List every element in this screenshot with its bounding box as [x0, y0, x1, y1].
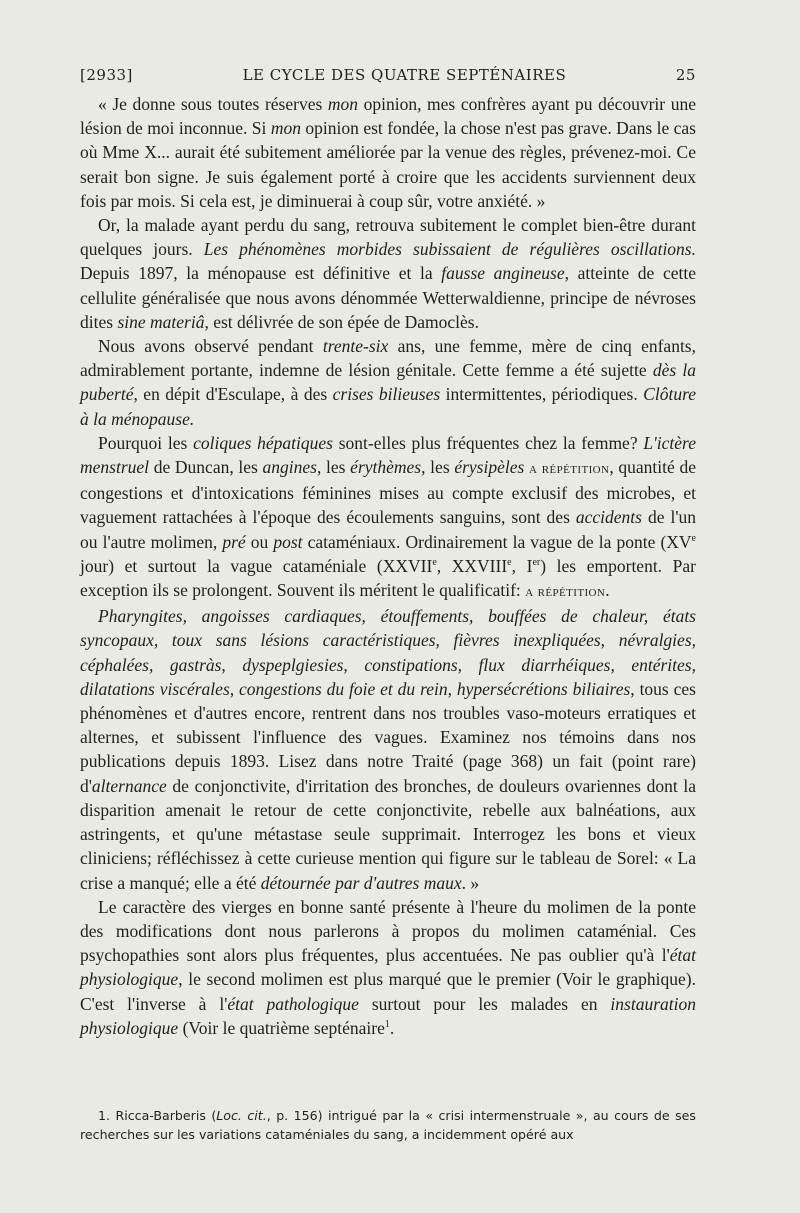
footnote-marker: 1 — [384, 1018, 390, 1030]
text-run: , XXVIII — [436, 555, 508, 576]
italic-run: Les phénomènes morbides subissaient de régulières oscillations. — [203, 239, 696, 260]
superscript: e — [507, 557, 512, 569]
italic-run: état pathologique — [227, 993, 359, 1014]
page-reference: [2933] — [80, 66, 133, 84]
paragraph-2 — [80, 213, 696, 334]
text-run: (Voir le quatrième septénaire — [178, 1017, 385, 1038]
italic-run: érythèmes — [350, 457, 422, 478]
italic-run: dès la puberté — [80, 360, 696, 405]
small-caps-run: a répétition — [525, 584, 606, 601]
text-run: cataméniaux. Ordinairement la vague de la ponte (XV — [302, 531, 692, 552]
text-run: de Duncan, les — [149, 457, 263, 478]
superscript: er — [532, 557, 541, 569]
footnote-1 — [80, 1106, 696, 1144]
page-number: 25 — [675, 66, 696, 84]
text-run: Pourquoi les — [98, 432, 194, 453]
italic-run: détournée par d'autres maux — [260, 872, 462, 893]
text-run: Nous avons observé pendant — [98, 336, 323, 357]
text-run: , I — [511, 555, 533, 576]
text-run: de l'un ou l'autre molimen, — [80, 507, 696, 552]
text-run: , atteinte de cette cellulite généralisée que nous avons dénommée Wetterwaldienne, principe de névroses dites — [80, 263, 696, 332]
italic-run: pré — [222, 531, 246, 552]
italic-run: érysipèles — [454, 457, 525, 478]
running-header — [80, 66, 696, 84]
superscript: e — [691, 532, 696, 544]
italic-run: mon — [327, 94, 359, 114]
text-run: , les — [421, 457, 455, 478]
italic-run: post — [273, 531, 303, 552]
text-run: , le second molimen est plus marqué que le premier (Voir le graphique). C'est l'inverse à l' — [80, 969, 696, 1014]
italic-run: Clôture à la ménopause. — [80, 384, 696, 429]
italic-run: état physiologique — [80, 945, 696, 990]
text-run: sont-elles plus fréquentes chez la femme? — [332, 432, 644, 453]
text-run: . » — [461, 872, 480, 893]
text-run: ou — [245, 531, 274, 552]
text-run: , quantité de congestions et d'intoxications féminines mises au compte exclusif des microbes, et vaguement rattachées à l'époque des écoulements sanguins, sont des — [80, 457, 696, 528]
italic-run: trente-six — [322, 336, 389, 357]
italic-run: L'ictère menstruel — [80, 432, 696, 478]
italic-run: angines — [262, 457, 317, 478]
text-run: , tous ces phénomènes et d'autres encore, rentrent dans nos troubles vaso-moteurs erratiques et alternes, et subissent l'influence des vagues. Examinez nos témoins dans nos publications depuis 1893. Lisez dans notre Traité (page 368) un fait (point rare) d' — [80, 678, 696, 796]
text-run: « Je donne sous toutes réserves — [98, 94, 328, 114]
text-run: ans, une femme, mère de cinq enfants, admirablement portante, indemne de lésion génitale. Cette femme a été sujette — [80, 336, 696, 381]
text-run: , en dépit d'Esculape, à des — [133, 384, 333, 405]
paragraph-6 — [80, 895, 696, 1040]
italic-run: Pharyngites, angoisses cardiaques, étouffements, bouffées de chaleur, états syncopaux, toux sans lésions caractéristiques, fièvres inexpliquées, névralgies, céphalées, gastràs, dyspeplgiesies, constipations, flux diarrhéiques, entérites, dilatations viscérales, congestions du foie et du rein, hypersécrétions biliaires — [80, 606, 696, 699]
italic-run: sine materiâ — [117, 311, 205, 332]
running-title: LE CYCLE DES QUATRE SEPTÉNAIRES — [242, 66, 567, 84]
text-run: , les — [316, 457, 351, 478]
text-run: intermittentes, périodiques. — [440, 384, 644, 405]
italic-run: mon — [270, 118, 301, 139]
footnote — [80, 1106, 696, 1144]
paragraph-3 — [80, 334, 696, 431]
paragraph-4 — [80, 431, 696, 604]
text-run: Depuis 1897, la ménopause est définitive et la — [80, 263, 442, 284]
text-run: , est délivrée de son épée de Damoclès. — [204, 311, 479, 332]
text-run: de conjonctivite, d'irritation des bronches, de douleurs ovariennes dont la disparition amenait le retour de cette conjonctivite, rebelle aux balnéations, aux astringents, et qu'une métastase seule supprimait. Interrogez les bons et vieux cliniciens; réfléchissez à cette curieuse mention qui figure sur le tableau de Sorel: « La crise a manqué; elle a été — [80, 775, 696, 893]
text-run: 1. Ricca-Barberis ( — [98, 1108, 217, 1123]
paragraph-5 — [80, 604, 696, 894]
text-run: Or, la malade ayant perdu du sang, retrouva subitement le complet bien-être durant quelques jours. — [80, 215, 696, 260]
text-run: . — [389, 1017, 395, 1038]
text-run: Le caractère des vierges en bonne santé présente à l'heure du molimen de la ponte des modifications dont nous parlerons à propos du molimen cataménial. Ces psychopathies sont alors plus fréquentes, plus accentuées. Ne pas oublier qu'à l' — [80, 896, 696, 966]
italic-run: coliques hépatiques — [193, 432, 333, 453]
italic-run: alternance — [91, 775, 167, 796]
text-run: , p. 156) intrigué par la « crisi intermenstruale », au cours de ses recherches sur les variations cataméniales du sang, a incidemment opéré aux — [80, 1108, 696, 1142]
small-caps-run: a répétition — [528, 461, 610, 478]
italic-run: crises bilieuses — [332, 384, 441, 405]
text-run: jour) et surtout la vague cataméniale (XXVII — [80, 555, 433, 576]
body-text — [80, 92, 696, 1040]
text-run: ) les emportent. Par exception ils se prolongent. Souvent ils méritent le qualificatif: — [80, 555, 697, 601]
text-run: opinion est fondée, la chose n'est pas grave. Dans le cas où Mme X... aurait été subitement améliorée par la venue des règles, prévenez-moi. Ce serait bon signe. Je suis également porté à croire que les accidents surviennent deux fois par mois. Si cela est, je diminuerai à coup sûr, votre anxiété. » — [80, 118, 696, 211]
italic-run: accidents — [575, 507, 642, 528]
italic-run: fausse angineuse — [441, 263, 565, 284]
paragraph-1 — [80, 92, 696, 213]
text-run: . — [605, 580, 610, 601]
italic-run: Loc. cit. — [216, 1108, 267, 1123]
italic-run: instauration physiologique — [80, 993, 696, 1038]
superscript: e — [432, 557, 437, 569]
text-run: opinion, mes confrères ayant pu découvrir une lésion de moi inconnue. Si — [80, 94, 696, 139]
text-run: surtout pour les malades en — [358, 993, 611, 1014]
